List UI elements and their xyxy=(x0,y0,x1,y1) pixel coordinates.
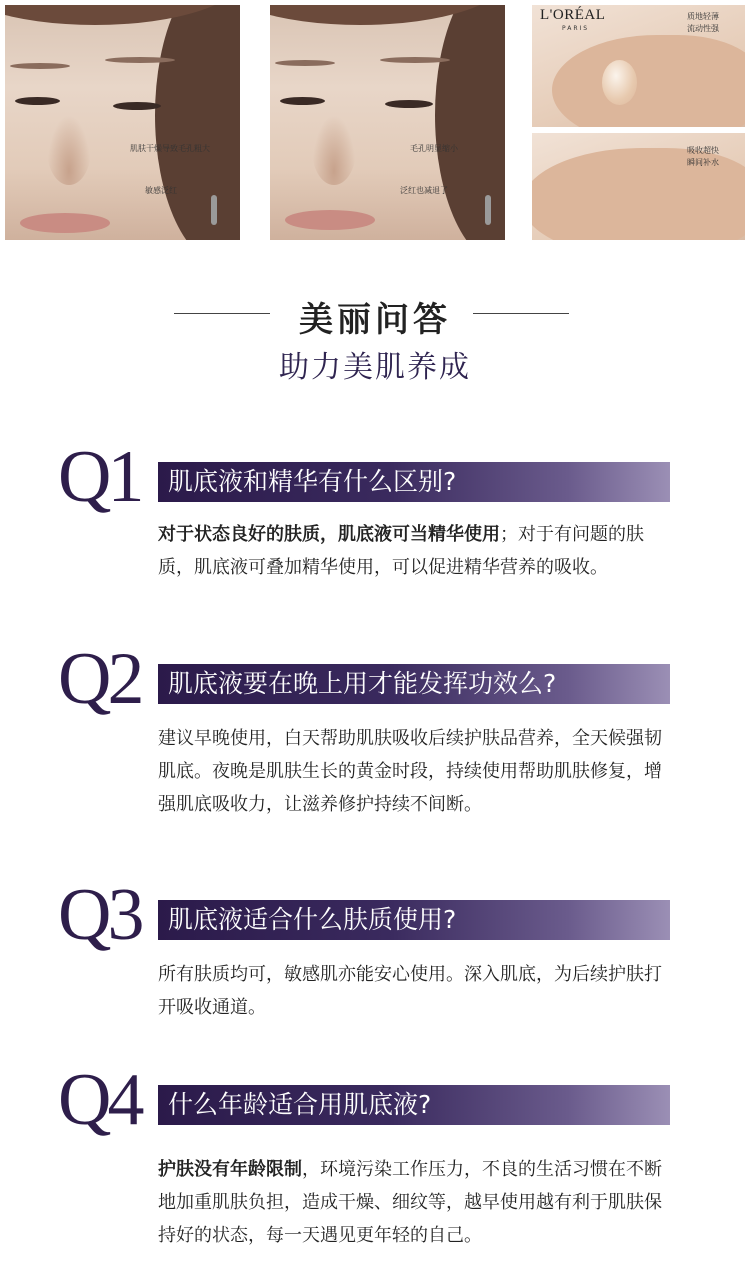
eye xyxy=(113,102,161,110)
after-face-photo xyxy=(270,5,505,240)
question-bar xyxy=(158,462,670,502)
eyebrow xyxy=(105,57,175,63)
question-number: Q2 xyxy=(58,638,141,720)
nose xyxy=(47,115,91,185)
after-label-1: 毛孔明显缩小 xyxy=(410,144,458,153)
before-label-2: 敏感泛红 xyxy=(145,186,177,195)
answer-body: ；对于有问题的肤质，肌底液可叠加精华使用，可以促进精华营养的吸收。 xyxy=(158,524,644,578)
texture-label-1: 质地轻薄 xyxy=(687,12,719,21)
eyebrow xyxy=(10,63,70,69)
answer-text xyxy=(158,722,670,821)
brand-logo: L'ORÉAL xyxy=(540,7,606,23)
hair-shape xyxy=(155,5,240,240)
absorption-photo xyxy=(532,133,745,240)
title-divider-right xyxy=(473,313,569,314)
hair-shape xyxy=(435,5,505,240)
question-number: Q3 xyxy=(58,874,141,956)
question-bar xyxy=(158,900,670,940)
eyebrow xyxy=(275,60,335,66)
absorb-label-2: 瞬间补水 xyxy=(687,158,719,167)
texture-label-2: 流动性强 xyxy=(687,24,719,33)
product-photo-row xyxy=(0,0,750,245)
absorb-label-1: 吸收超快 xyxy=(687,146,719,155)
hand-shape xyxy=(552,35,745,127)
answer-highlight: 护肤没有年龄限制 xyxy=(158,1159,302,1180)
question-text: 肌底液和精华有什么区别? xyxy=(168,467,457,496)
lips xyxy=(285,210,375,230)
answer-text xyxy=(158,518,670,584)
answer-body: ，环境污染工作压力，不良的生活习惯在不断地加重肌肤负担，造成干燥、细纹等，越早使用越有利于肌肤保持好的状态，每一天遇见更年轻的自己。 xyxy=(158,1159,662,1246)
serum-texture-photo xyxy=(532,5,745,127)
eye xyxy=(385,100,433,108)
nose xyxy=(312,115,356,185)
eye xyxy=(280,97,325,105)
question-bar xyxy=(158,1085,670,1125)
before-label-1: 肌肤干燥导致毛孔粗大 xyxy=(130,144,210,153)
question-text: 肌底液适合什么肤质使用? xyxy=(168,905,457,934)
question-bar xyxy=(158,664,670,704)
after-label-2: 泛红也减退了 xyxy=(400,186,448,195)
question-text: 什么年龄适合用肌底液? xyxy=(168,1090,432,1119)
serum-drop xyxy=(602,60,637,105)
question-text: 肌底液要在晚上用才能发挥功效么? xyxy=(168,669,557,698)
before-face-photo xyxy=(5,5,240,240)
question-number: Q4 xyxy=(58,1059,141,1141)
section-subtitle: 助力美肌养成 xyxy=(279,350,471,385)
earring xyxy=(485,195,491,225)
answer-text xyxy=(158,1153,670,1252)
answer-highlight: 对于状态良好的肤质，肌底液可当精华使用 xyxy=(158,524,500,545)
answer-body: 建议早晚使用，白天帮助肌肤吸收后续护肤品营养，全天候强韧肌底。夜晚是肌肤生长的黄金时段，持续使用帮助肌肤修复，增强肌底吸收力，让滋养修护持续不间断。 xyxy=(158,728,662,815)
earring xyxy=(211,195,217,225)
question-number: Q1 xyxy=(58,436,141,518)
brand-logo-sub: PARIS xyxy=(562,25,590,32)
eye xyxy=(15,97,60,105)
eyebrow xyxy=(380,57,450,63)
answer-text xyxy=(158,958,670,1024)
section-title: 美丽问答 xyxy=(299,300,451,340)
answer-body: 所有肤质均可，敏感肌亦能安心使用。深入肌底，为后续护肤打开吸收通道。 xyxy=(158,964,662,1018)
lips xyxy=(20,213,110,233)
